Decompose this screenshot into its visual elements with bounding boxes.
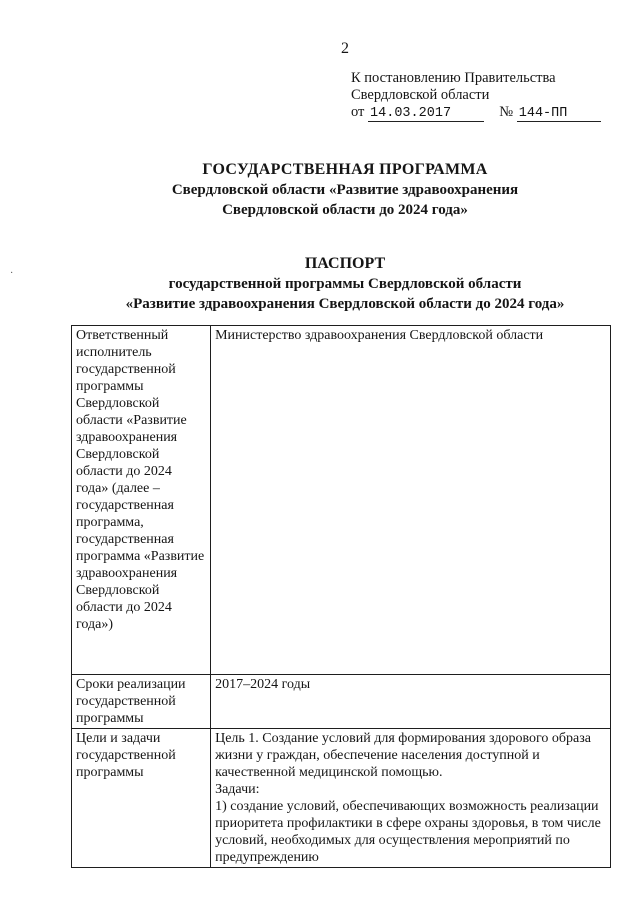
program-title <box>100 160 590 220</box>
row-label-period: Сроки реализации государственной программы <box>72 675 211 729</box>
table-row <box>72 729 611 868</box>
program-title-line-2: Свердловской области «Развитие здравоохранения <box>171 182 519 198</box>
table-row <box>72 326 611 675</box>
program-title-line-1: ГОСУДАРСТВЕННАЯ ПРОГРАММА <box>202 161 488 178</box>
goal-text: Цель 1. Создание условий для формирования здорового образа жизни у граждан, обеспечение населения доступной и качественной медицинской помощью. <box>215 731 591 780</box>
approval-block <box>351 70 601 122</box>
approval-number: 144-ПП <box>517 107 601 122</box>
row-label-goals: Цели и задачи государственной программы <box>72 729 211 868</box>
approval-from-label: от <box>351 104 365 120</box>
passport-line-3: «Развитие здравоохранения Свердловской области до 2024 года» <box>125 296 565 312</box>
table-row <box>72 675 611 729</box>
passport-title <box>60 254 630 314</box>
program-title-line-3: Свердловской области до 2024 года» <box>222 202 468 218</box>
tasks-label: Задачи: <box>215 782 260 797</box>
row-value-goals <box>211 729 611 868</box>
row-label-responsible: Ответственный исполнитель государственной программы Свердловской области «Развитие здравоохранения Свердловской области до 2024 года» (далее – государственная программа, государственная программа «Развитие здравоохранения Свердловской области до 2024 года») <box>72 326 211 675</box>
page-number: 2 <box>341 40 349 57</box>
scan-speck: · <box>10 268 14 279</box>
approval-line-1: К постановлению Правительства <box>351 70 556 86</box>
approval-date: 14.03.2017 <box>368 107 484 122</box>
task-1-text: 1) создание условий, обеспечивающих возможность реализации приоритета профилактики в сфере охраны здоровья, в том числе условий, необходимых для осуществления мероприятий по предупреждению <box>215 799 601 865</box>
approval-line-3 <box>351 104 601 122</box>
row-value-responsible: Министерство здравоохранения Свердловской области <box>211 326 611 675</box>
passport-table <box>71 325 611 868</box>
passport-line-2: государственной программы Свердловской области <box>168 276 522 292</box>
approval-line-2: Свердловской области <box>351 87 490 103</box>
approval-number-label: № <box>499 104 514 120</box>
passport-heading: ПАСПОРТ <box>304 255 386 272</box>
row-value-period: 2017–2024 годы <box>211 675 611 729</box>
